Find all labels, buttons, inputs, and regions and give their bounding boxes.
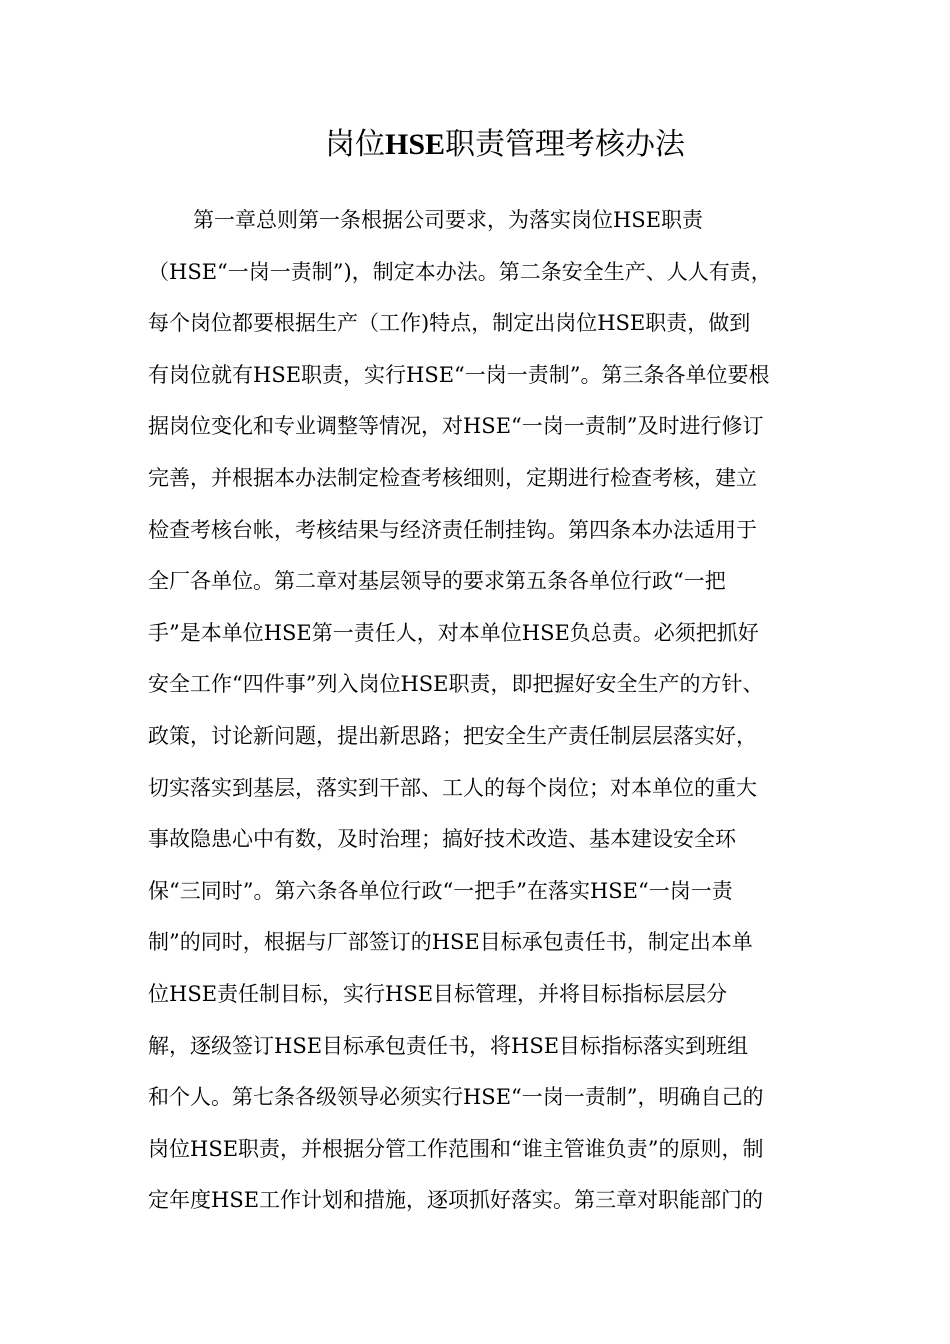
title-bold: HSE <box>384 128 446 161</box>
text-line: 有岗位就有HSE职责，实行HSE“一岗一责制”。第三条各单位要根 <box>148 362 770 387</box>
text-line: 全厂各单位。第二章对基层领导的要求第五条各单位行政“一把 <box>148 569 726 594</box>
text-line: 检查考核台帐，考核结果与经济责任制挂钩。第四条本办法适用于 <box>148 517 757 542</box>
text-line: 完善，并根据本办法制定检查考核细则，定期进行检查考核，建立 <box>148 465 757 490</box>
text-line: 每个岗位都要根据生产（工作)特点，制定出岗位HSE职责，做到 <box>148 311 751 336</box>
title-body <box>30 122 950 168</box>
title-suffix: 职责管理考核办法 <box>445 127 686 162</box>
text-line: 和个人。第七条各级领导必须实行HSE“一岗一责制”，明确自己的 <box>148 1085 764 1110</box>
text-line: （HSE“一岗一责制”)，制定本办法。第二条安全生产、人人有责， <box>148 259 772 284</box>
text-line: 手”是本单位HSE第一责任人，对本单位HSE负总责。必须把抓好 <box>148 620 759 645</box>
text-line: 保“三同时”。第六条各单位行政“一把手”在落实HSE“一岗一责 <box>148 878 733 903</box>
text-line: 切实落实到基层，落实到干部、工人的每个岗位；对本单位的重大 <box>148 775 757 800</box>
body-text <box>148 195 808 1227</box>
text-line: 解，逐级签订HSE目标承包责任书，将HSE目标指标落实到班组 <box>148 1033 749 1058</box>
text-line: 据岗位变化和专业调整等情况，对HSE“一岗一责制”及时进行修订 <box>148 414 764 439</box>
text-line: 岗位HSE职责，并根据分管工作范围和“谁主管谁负责”的原则，制 <box>148 1136 764 1161</box>
text-line: 政策，讨论新问题，提出新思路；把安全生产责任制层层落实好， <box>148 723 757 748</box>
document-title <box>0 122 950 168</box>
text-line: 安全工作“四件事”列入岗位HSE职责，即把握好安全生产的方针、 <box>148 672 764 697</box>
text-line: 定年度HSE工作计划和措施，逐项抓好落实。第三章对职能部门的 <box>148 1188 764 1213</box>
title-prefix: 岗位 <box>324 127 385 162</box>
text-line: 制”的同时，根据与厂部签订的HSE目标承包责任书，制定出本单 <box>148 930 753 955</box>
text-line: 事故隐患心中有数，及时治理；搞好技术改造、基本建设安全环 <box>148 827 736 852</box>
text-line: 位HSE责任制目标，实行HSE目标管理，并将目标指标层层分 <box>148 981 728 1006</box>
text-line: 第一章总则第一条根据公司要求，为落实岗位HSE职责 <box>193 208 704 232</box>
